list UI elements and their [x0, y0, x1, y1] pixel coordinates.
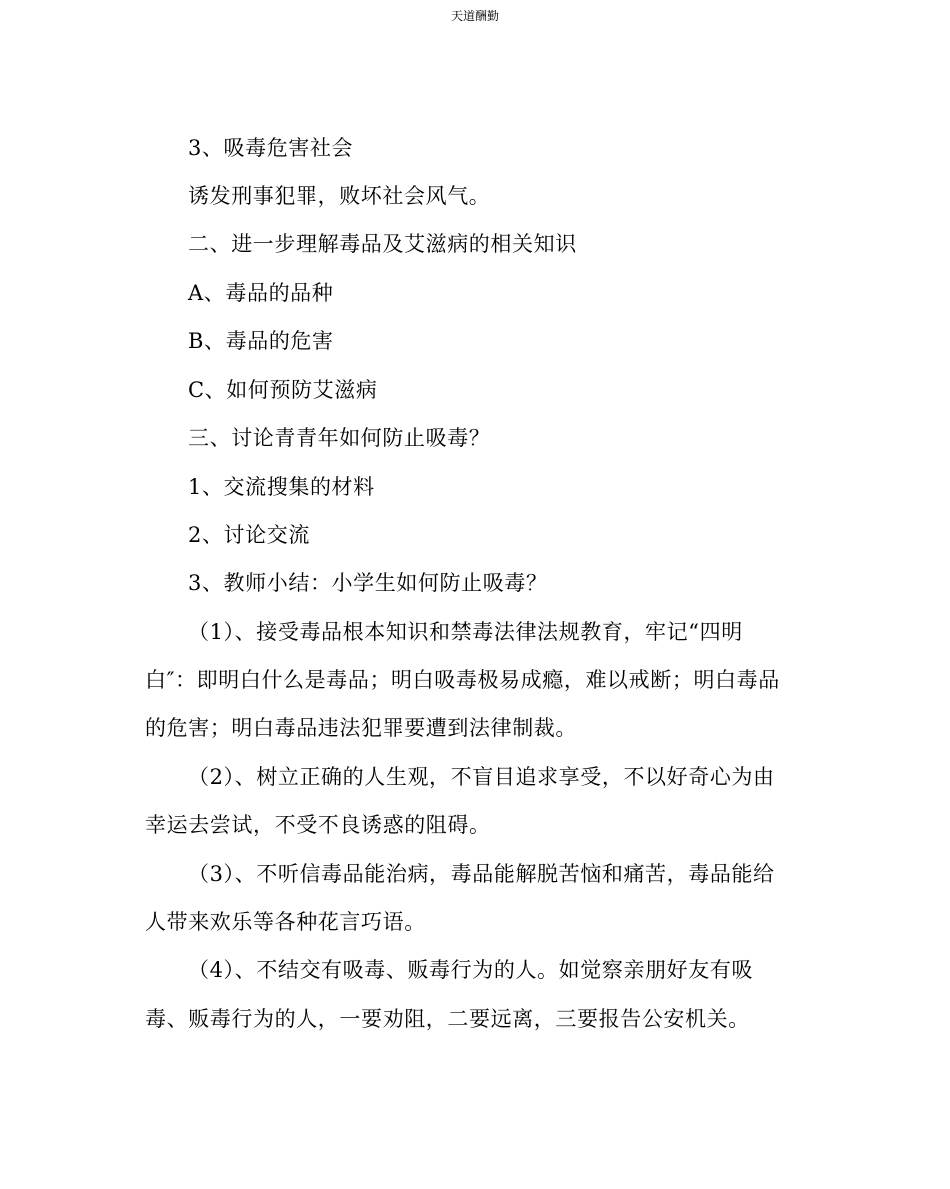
- text-line: C、如何预防艾滋病: [188, 378, 378, 402]
- section-heading: 三、讨论青青年如何防止吸毒？: [188, 426, 491, 450]
- text-line: 白″：即明白什么是毒品；明白吸毒极易成瘾，难以戒断；明白毒品: [145, 668, 780, 692]
- text-line: 幸运去尝试，不受不良诱惑的阻碍。: [145, 813, 491, 837]
- text-line: B、毒品的危害: [188, 329, 334, 353]
- text-line: 毒、贩毒行为的人，一要劝阻，二要远离，三要报告公安机关。: [145, 1007, 750, 1031]
- page-header: 天道酬勤: [450, 9, 499, 23]
- text-line: 3、教师小结：小学生如何防止吸毒？: [188, 571, 548, 595]
- text-line: （3）、不听信毒品能治病，毒品能解脱苦恼和痛苦，毒品能给: [188, 862, 775, 886]
- section-heading: 二、进一步理解毒品及艾滋病的相关知识: [188, 232, 577, 256]
- text-line: 1、交流搜集的材料: [188, 475, 375, 499]
- text-line: （1）、接受毒品根本知识和禁毒法律法规教育，牢记“四明: [188, 620, 743, 644]
- text-line: A、毒品的品种: [188, 281, 334, 305]
- text-line: 3、吸毒危害社会: [188, 136, 354, 160]
- text-line: （2）、树立正确的人生观，不盲目追求享受，不以好奇心为由: [188, 765, 775, 789]
- text-line: 的危害；明白毒品违法犯罪要遭到法律制裁。: [145, 716, 577, 740]
- text-line: 人带来欢乐等各种花言巧语。: [145, 910, 426, 934]
- text-line: 诱发刑事犯罪，败坏社会风气。: [188, 184, 491, 208]
- text-line: 2、讨论交流: [188, 523, 310, 547]
- text-line: （4）、不结交有吸毒、贩毒行为的人。如觉察亲朋好友有吸: [188, 958, 754, 982]
